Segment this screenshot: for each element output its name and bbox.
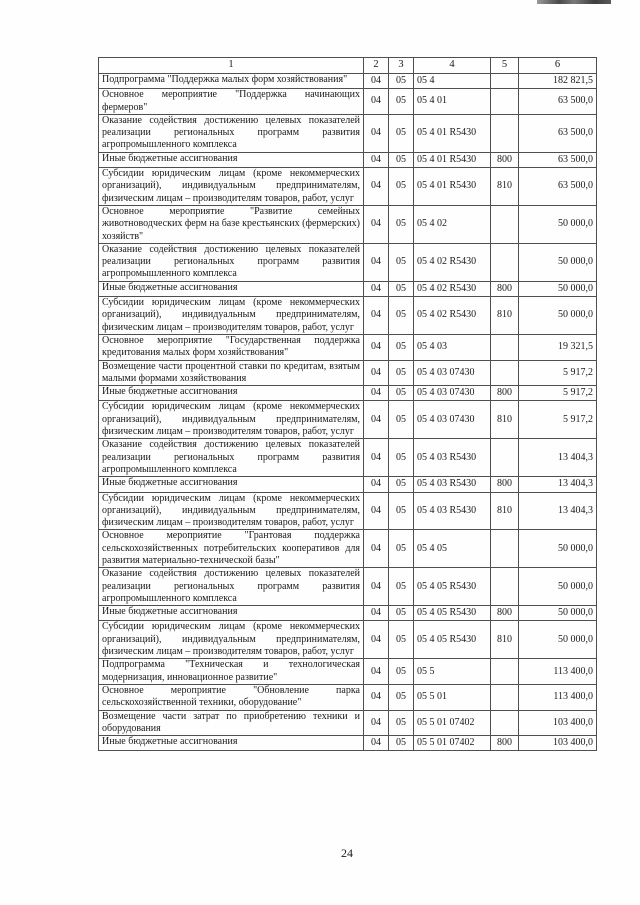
code-cell-expense-type bbox=[491, 114, 519, 152]
table-row bbox=[99, 659, 597, 685]
code-cell-section: 04 bbox=[364, 334, 389, 360]
code-cell-target-article: 05 4 02 R5430 bbox=[414, 243, 491, 281]
code-cell-subsection: 05 bbox=[389, 659, 414, 685]
expense-name-cell: Оказание содействия достижению целевых показателей реализации региональных программ развития агропромышленного комплекса bbox=[99, 439, 364, 477]
amount-cell: 50 000,0 bbox=[519, 205, 597, 243]
code-cell-expense-type bbox=[491, 710, 519, 736]
table-row bbox=[99, 492, 597, 530]
code-cell-subsection: 05 bbox=[389, 477, 414, 492]
code-cell-section: 04 bbox=[364, 89, 389, 115]
code-cell-subsection: 05 bbox=[389, 568, 414, 606]
code-cell-target-article: 05 4 02 R5430 bbox=[414, 281, 491, 296]
code-cell-target-article: 05 4 01 bbox=[414, 89, 491, 115]
code-cell-subsection: 05 bbox=[389, 360, 414, 386]
expense-name-cell: Иные бюджетные ассигнования bbox=[99, 152, 364, 167]
code-cell-target-article: 05 4 05 R5430 bbox=[414, 621, 491, 659]
code-cell-subsection: 05 bbox=[389, 736, 414, 751]
code-cell-expense-type: 800 bbox=[491, 736, 519, 751]
expense-name-cell: Субсидии юридическим лицам (кроме некоммерческих организаций), индивидуальным предпринимателям, физическим лицам – производителям товаров, работ, услуг bbox=[99, 168, 364, 206]
code-cell-section: 04 bbox=[364, 386, 389, 401]
code-cell-target-article: 05 4 05 R5430 bbox=[414, 606, 491, 621]
table-row bbox=[99, 281, 597, 296]
code-cell-section: 04 bbox=[364, 568, 389, 606]
code-cell-subsection: 05 bbox=[389, 114, 414, 152]
expense-name-cell: Иные бюджетные ассигнования bbox=[99, 477, 364, 492]
table-row bbox=[99, 710, 597, 736]
table-row bbox=[99, 568, 597, 606]
amount-cell: 50 000,0 bbox=[519, 606, 597, 621]
code-cell-target-article: 05 5 01 07402 bbox=[414, 736, 491, 751]
code-cell-target-article: 05 5 bbox=[414, 659, 491, 685]
table-body bbox=[99, 74, 597, 751]
code-cell-expense-type: 800 bbox=[491, 386, 519, 401]
code-cell-expense-type: 810 bbox=[491, 492, 519, 530]
table-row bbox=[99, 152, 597, 167]
column-header-4: 4 bbox=[414, 58, 491, 74]
code-cell-expense-type: 810 bbox=[491, 297, 519, 335]
code-cell-subsection: 05 bbox=[389, 492, 414, 530]
code-cell-subsection: 05 bbox=[389, 168, 414, 206]
column-header-1: 1 bbox=[99, 58, 364, 74]
code-cell-target-article: 05 5 01 07402 bbox=[414, 710, 491, 736]
expense-name-cell: Основное мероприятие "Обновление парка сельскохозяйственной техники, оборудование" bbox=[99, 684, 364, 710]
code-cell-section: 04 bbox=[364, 736, 389, 751]
code-cell-section: 04 bbox=[364, 114, 389, 152]
code-cell-section: 04 bbox=[364, 360, 389, 386]
expense-name-cell: Иные бюджетные ассигнования bbox=[99, 281, 364, 296]
amount-cell: 63 500,0 bbox=[519, 114, 597, 152]
code-cell-target-article: 05 4 bbox=[414, 74, 491, 89]
expense-name-cell: Основное мероприятие "Поддержка начинающих фермеров" bbox=[99, 89, 364, 115]
code-cell-expense-type bbox=[491, 530, 519, 568]
code-cell-section: 04 bbox=[364, 74, 389, 89]
code-cell-target-article: 05 4 03 R5430 bbox=[414, 439, 491, 477]
code-cell-subsection: 05 bbox=[389, 89, 414, 115]
code-cell-section: 04 bbox=[364, 530, 389, 568]
expense-name-cell: Основное мероприятие "Развитие семейных животноводческих ферм на базе крестьянских (фермерских) хозяйств" bbox=[99, 205, 364, 243]
code-cell-section: 04 bbox=[364, 492, 389, 530]
amount-cell: 113 400,0 bbox=[519, 659, 597, 685]
code-cell-subsection: 05 bbox=[389, 530, 414, 568]
table-row bbox=[99, 334, 597, 360]
expense-name-cell: Основное мероприятие "Государственная поддержка кредитования малых форм хозяйствования" bbox=[99, 334, 364, 360]
expense-name-cell: Основное мероприятие "Грантовая поддержка сельскохозяйственных потребительских кооперативов для развития материально-технической базы" bbox=[99, 530, 364, 568]
code-cell-section: 04 bbox=[364, 621, 389, 659]
code-cell-expense-type bbox=[491, 243, 519, 281]
code-cell-expense-type bbox=[491, 568, 519, 606]
budget-table bbox=[98, 57, 597, 751]
code-cell-section: 04 bbox=[364, 439, 389, 477]
table-header-row bbox=[99, 58, 597, 74]
code-cell-target-article: 05 4 05 bbox=[414, 530, 491, 568]
code-cell-subsection: 05 bbox=[389, 710, 414, 736]
table-row bbox=[99, 386, 597, 401]
code-cell-expense-type bbox=[491, 205, 519, 243]
code-cell-expense-type: 800 bbox=[491, 606, 519, 621]
code-cell-target-article: 05 4 01 R5430 bbox=[414, 168, 491, 206]
amount-cell: 182 821,5 bbox=[519, 74, 597, 89]
code-cell-target-article: 05 4 03 07430 bbox=[414, 386, 491, 401]
amount-cell: 50 000,0 bbox=[519, 621, 597, 659]
amount-cell: 63 500,0 bbox=[519, 152, 597, 167]
table-row bbox=[99, 74, 597, 89]
code-cell-expense-type: 800 bbox=[491, 477, 519, 492]
code-cell-target-article: 05 5 01 bbox=[414, 684, 491, 710]
code-cell-target-article: 05 4 03 07430 bbox=[414, 401, 491, 439]
code-cell-subsection: 05 bbox=[389, 152, 414, 167]
code-cell-subsection: 05 bbox=[389, 74, 414, 89]
column-header-3: 3 bbox=[389, 58, 414, 74]
code-cell-section: 04 bbox=[364, 401, 389, 439]
code-cell-subsection: 05 bbox=[389, 243, 414, 281]
amount-cell: 5 917,2 bbox=[519, 386, 597, 401]
code-cell-target-article: 05 4 02 bbox=[414, 205, 491, 243]
column-header-5: 5 bbox=[491, 58, 519, 74]
code-cell-section: 04 bbox=[364, 281, 389, 296]
code-cell-section: 04 bbox=[364, 243, 389, 281]
table-row bbox=[99, 621, 597, 659]
table-row bbox=[99, 205, 597, 243]
amount-cell: 50 000,0 bbox=[519, 530, 597, 568]
expense-name-cell: Иные бюджетные ассигнования bbox=[99, 386, 364, 401]
code-cell-subsection: 05 bbox=[389, 297, 414, 335]
amount-cell: 5 917,2 bbox=[519, 401, 597, 439]
code-cell-subsection: 05 bbox=[389, 386, 414, 401]
amount-cell: 50 000,0 bbox=[519, 568, 597, 606]
code-cell-section: 04 bbox=[364, 684, 389, 710]
code-cell-section: 04 bbox=[364, 297, 389, 335]
table-row bbox=[99, 89, 597, 115]
code-cell-section: 04 bbox=[364, 168, 389, 206]
amount-cell: 103 400,0 bbox=[519, 710, 597, 736]
code-cell-target-article: 05 4 03 bbox=[414, 334, 491, 360]
code-cell-section: 04 bbox=[364, 477, 389, 492]
code-cell-target-article: 05 4 05 R5430 bbox=[414, 568, 491, 606]
code-cell-target-article: 05 4 01 R5430 bbox=[414, 152, 491, 167]
code-cell-subsection: 05 bbox=[389, 621, 414, 659]
table-row bbox=[99, 606, 597, 621]
code-cell-section: 04 bbox=[364, 710, 389, 736]
code-cell-target-article: 05 4 03 07430 bbox=[414, 360, 491, 386]
code-cell-expense-type: 810 bbox=[491, 621, 519, 659]
expense-name-cell: Возмещение части затрат по приобретению техники и оборудования bbox=[99, 710, 364, 736]
code-cell-section: 04 bbox=[364, 205, 389, 243]
code-cell-expense-type bbox=[491, 74, 519, 89]
expense-name-cell: Субсидии юридическим лицам (кроме некоммерческих организаций), индивидуальным предпринимателям, физическим лицам – производителям товаров, работ, услуг bbox=[99, 297, 364, 335]
expense-name-cell: Оказание содействия достижению целевых показателей реализации региональных программ развития агропромышленного комплекса bbox=[99, 114, 364, 152]
code-cell-subsection: 05 bbox=[389, 684, 414, 710]
amount-cell: 63 500,0 bbox=[519, 89, 597, 115]
table-row bbox=[99, 297, 597, 335]
code-cell-section: 04 bbox=[364, 606, 389, 621]
code-cell-subsection: 05 bbox=[389, 401, 414, 439]
code-cell-expense-type bbox=[491, 334, 519, 360]
code-cell-subsection: 05 bbox=[389, 205, 414, 243]
amount-cell: 13 404,3 bbox=[519, 477, 597, 492]
code-cell-section: 04 bbox=[364, 152, 389, 167]
amount-cell: 13 404,3 bbox=[519, 492, 597, 530]
amount-cell: 5 917,2 bbox=[519, 360, 597, 386]
amount-cell: 50 000,0 bbox=[519, 281, 597, 296]
code-cell-expense-type: 810 bbox=[491, 168, 519, 206]
table-row bbox=[99, 439, 597, 477]
code-cell-expense-type bbox=[491, 89, 519, 115]
code-cell-expense-type bbox=[491, 684, 519, 710]
table-row bbox=[99, 360, 597, 386]
column-header-6: 6 bbox=[519, 58, 597, 74]
code-cell-target-article: 05 4 03 R5430 bbox=[414, 477, 491, 492]
amount-cell: 19 321,5 bbox=[519, 334, 597, 360]
expense-name-cell: Субсидии юридическим лицам (кроме некоммерческих организаций), индивидуальным предпринимателям, физическим лицам – производителям товаров, работ, услуг bbox=[99, 621, 364, 659]
amount-cell: 13 404,3 bbox=[519, 439, 597, 477]
code-cell-expense-type bbox=[491, 439, 519, 477]
expense-name-cell: Подпрограмма "Поддержка малых форм хозяйствования" bbox=[99, 74, 364, 89]
table-row bbox=[99, 530, 597, 568]
amount-cell: 113 400,0 bbox=[519, 684, 597, 710]
amount-cell: 63 500,0 bbox=[519, 168, 597, 206]
code-cell-target-article: 05 4 02 R5430 bbox=[414, 297, 491, 335]
expense-name-cell: Возмещение части процентной ставки по кредитам, взятым малыми формами хозяйствования bbox=[99, 360, 364, 386]
code-cell-subsection: 05 bbox=[389, 606, 414, 621]
expense-name-cell: Иные бюджетные ассигнования bbox=[99, 736, 364, 751]
expense-name-cell: Оказание содействия достижению целевых показателей реализации региональных программ развития агропромышленного комплекса bbox=[99, 243, 364, 281]
table-row bbox=[99, 477, 597, 492]
code-cell-expense-type bbox=[491, 360, 519, 386]
table-row bbox=[99, 684, 597, 710]
expense-name-cell: Субсидии юридическим лицам (кроме некоммерческих организаций), индивидуальным предпринимателям, физическим лицам – производителям товаров, работ, услуг bbox=[99, 401, 364, 439]
scan-artifact-mark bbox=[537, 0, 611, 4]
amount-cell: 103 400,0 bbox=[519, 736, 597, 751]
expense-name-cell: Иные бюджетные ассигнования bbox=[99, 606, 364, 621]
table-row bbox=[99, 736, 597, 751]
expense-name-cell: Субсидии юридическим лицам (кроме некоммерческих организаций), индивидуальным предпринимателям, физическим лицам – производителям товаров, работ, услуг bbox=[99, 492, 364, 530]
code-cell-subsection: 05 bbox=[389, 334, 414, 360]
amount-cell: 50 000,0 bbox=[519, 243, 597, 281]
code-cell-target-article: 05 4 01 R5430 bbox=[414, 114, 491, 152]
code-cell-section: 04 bbox=[364, 659, 389, 685]
table-row bbox=[99, 401, 597, 439]
code-cell-subsection: 05 bbox=[389, 281, 414, 296]
expense-name-cell: Оказание содействия достижению целевых показателей реализации региональных программ развития агропромышленного комплекса bbox=[99, 568, 364, 606]
code-cell-expense-type: 810 bbox=[491, 401, 519, 439]
code-cell-target-article: 05 4 03 R5430 bbox=[414, 492, 491, 530]
table-row bbox=[99, 114, 597, 152]
table-row bbox=[99, 168, 597, 206]
code-cell-subsection: 05 bbox=[389, 439, 414, 477]
code-cell-expense-type bbox=[491, 659, 519, 685]
column-header-2: 2 bbox=[364, 58, 389, 74]
expense-name-cell: Подпрограмма "Техническая и технологическая модернизация, инновационное развитие" bbox=[99, 659, 364, 685]
code-cell-expense-type: 800 bbox=[491, 281, 519, 296]
code-cell-expense-type: 800 bbox=[491, 152, 519, 167]
amount-cell: 50 000,0 bbox=[519, 297, 597, 335]
table-row bbox=[99, 243, 597, 281]
page-number: 24 bbox=[341, 846, 353, 860]
